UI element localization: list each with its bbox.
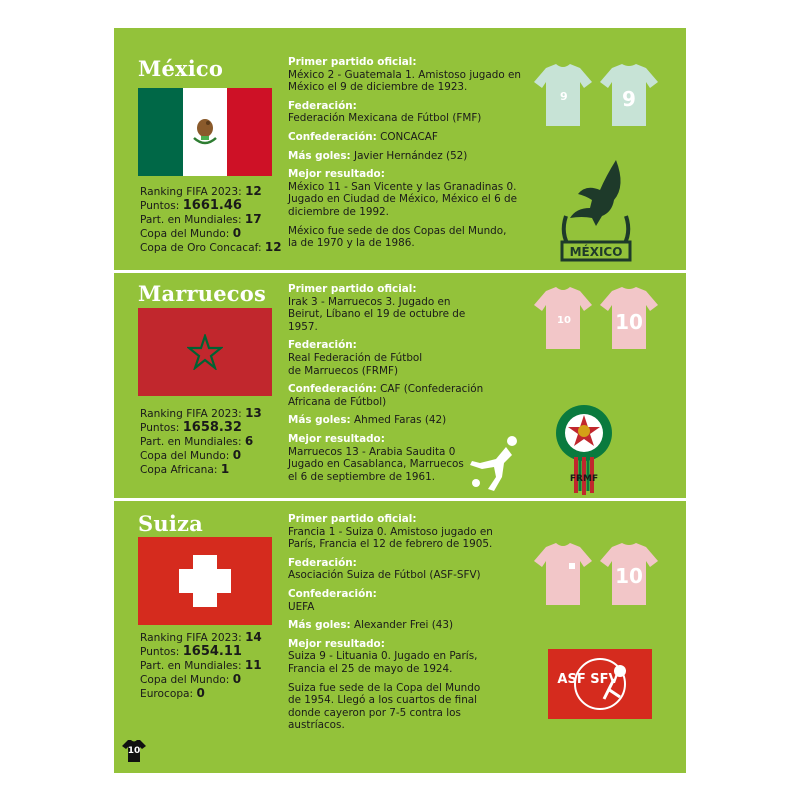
frmf-crest-icon bbox=[554, 401, 614, 497]
points-label: Puntos: bbox=[140, 200, 180, 212]
section-suiza bbox=[114, 501, 686, 773]
mundiales-value: 6 bbox=[244, 434, 254, 448]
extra-value: 0 bbox=[196, 686, 205, 700]
copa-label: Copa del Mundo: bbox=[140, 450, 230, 462]
copa-value: 0 bbox=[232, 672, 242, 686]
mas-goles-text: Alexander Frei (43) bbox=[354, 619, 454, 632]
ranking-value: 13 bbox=[245, 406, 262, 420]
jersey-marruecos bbox=[532, 287, 660, 353]
federacion-label: Federación: bbox=[288, 556, 357, 569]
copa-label: Copa del Mundo: bbox=[140, 674, 230, 686]
primer-partido-label: Primer partido oficial: bbox=[288, 513, 417, 525]
mundiales-label: Part. en Mundiales: bbox=[140, 436, 242, 448]
primer-partido-text: México 2 - Guatemala 1. Amistoso jugado en México el 9 de diciembre de 1923. bbox=[288, 68, 521, 94]
ranking-label: Ranking FIFA 2023: bbox=[140, 408, 242, 420]
nota-text: Suiza fue sede de la Copa del Mundo de 1954. Llegó a los cuartos de final donde cayeron por 7-5 contra los austríacos. bbox=[288, 681, 481, 732]
jersey-back-number: 10 bbox=[615, 310, 643, 334]
jersey-mexico bbox=[532, 64, 660, 130]
section-marruecos bbox=[114, 273, 686, 498]
mas-goles-text: Javier Hernández (52) bbox=[354, 149, 468, 162]
asf-sfv-crest bbox=[548, 649, 652, 719]
copa-value: 0 bbox=[232, 226, 242, 240]
extra-value: 12 bbox=[264, 240, 282, 254]
country-title: Marruecos bbox=[138, 281, 267, 306]
confederacion-label: Confederación: bbox=[288, 587, 377, 600]
stats-mexico bbox=[140, 185, 282, 255]
jersey-back-number: 9 bbox=[622, 87, 636, 111]
extra-label: Copa de Oro Concacaf: bbox=[140, 242, 262, 254]
stats-marruecos bbox=[140, 407, 262, 477]
copa-value: 0 bbox=[232, 448, 242, 462]
extra-label: Copa Africana: bbox=[140, 464, 218, 476]
mejor-resultado-text: México 11 - San Vicente y las Granadinas 0. Jugado en Ciudad de México, México el 6 de diciembre de 1992. bbox=[288, 180, 517, 218]
mejor-resultado-text: Suiza 9 - Lituania 0. Jugado en París, Francia el 25 de mayo de 1924. bbox=[288, 650, 478, 675]
mundiales-label: Part. en Mundiales: bbox=[140, 214, 242, 226]
asf-crest-icon bbox=[548, 649, 652, 719]
confederacion-text: UEFA bbox=[288, 600, 315, 613]
primer-partido-text: Irak 3 - Marruecos 3. Jugado en Beirut, Líbano el 19 de octubre de 1957. bbox=[288, 295, 466, 333]
confederacion-text: CAF (Confederación Africana de Fútbol) bbox=[288, 383, 484, 408]
page-number-badge bbox=[122, 740, 146, 762]
points-label: Puntos: bbox=[140, 646, 180, 658]
crest-text: FRMF bbox=[569, 474, 599, 484]
federacion-label: Federación: bbox=[288, 99, 357, 112]
federacion-label: Federación: bbox=[288, 339, 357, 352]
mas-goles-text: Ahmed Faras (42) bbox=[354, 414, 447, 427]
jersey-front-number: 9 bbox=[560, 90, 568, 103]
ranking-label: Ranking FIFA 2023: bbox=[140, 632, 242, 644]
points-label: Puntos: bbox=[140, 422, 180, 434]
points-value: 1658.32 bbox=[182, 420, 242, 435]
points-value: 1661.46 bbox=[182, 198, 242, 213]
mundiales-value: 11 bbox=[244, 658, 262, 672]
jersey-back-number: 10 bbox=[615, 564, 643, 588]
page bbox=[114, 28, 686, 773]
stats-suiza bbox=[140, 631, 262, 701]
extra-value: 1 bbox=[220, 462, 230, 476]
mejor-resultado-label: Mejor resultado: bbox=[288, 432, 385, 445]
mas-goles-label: Más goles: bbox=[288, 619, 351, 632]
jersey-suiza bbox=[532, 543, 660, 609]
page-number: 10 bbox=[127, 746, 141, 756]
mejor-resultado-text: Marruecos 13 - Arabia Saudita 0 Jugado en Casablanca, Marruecos el 6 de septiembre de 1961. bbox=[288, 445, 464, 483]
mejor-resultado-label: Mejor resultado: bbox=[288, 168, 385, 181]
extra-label: Eurocopa: bbox=[140, 688, 194, 700]
federacion-text: Real Federación de Fútbol de Marruecos (FRMF) bbox=[288, 351, 423, 377]
info-suiza bbox=[288, 513, 528, 738]
flag-marruecos bbox=[138, 308, 272, 396]
mundiales-value: 17 bbox=[244, 212, 262, 226]
federacion-text: Federación Mexicana de Fútbol (FMF) bbox=[288, 112, 482, 125]
primer-partido-text: Francia 1 - Suiza 0. Amistoso jugado en París, Francia el 12 de febrero de 1905. bbox=[288, 525, 493, 551]
mas-goles-label: Más goles: bbox=[288, 149, 351, 162]
country-title: México bbox=[138, 56, 224, 81]
copa-label: Copa del Mundo: bbox=[140, 228, 230, 240]
flag-mexico bbox=[138, 88, 272, 176]
confederacion-text: CONCACAF bbox=[380, 130, 438, 143]
eagle-emblem-icon bbox=[190, 114, 220, 150]
flag-suiza bbox=[138, 537, 272, 625]
ranking-label: Ranking FIFA 2023: bbox=[140, 186, 242, 198]
ranking-value: 14 bbox=[245, 630, 262, 644]
primer-partido-label: Primer partido oficial: bbox=[288, 56, 417, 68]
ranking-value: 12 bbox=[245, 184, 262, 198]
country-title: Suiza bbox=[138, 511, 203, 536]
mundiales-label: Part. en Mundiales: bbox=[140, 660, 242, 672]
fmf-crest-icon bbox=[556, 156, 636, 264]
mejor-resultado-label: Mejor resultado: bbox=[288, 637, 385, 650]
crest-text: ASF SFV bbox=[557, 672, 619, 687]
points-value: 1654.11 bbox=[182, 644, 242, 659]
star-emblem-icon bbox=[187, 334, 223, 370]
confederacion-label: Confederación: bbox=[288, 383, 377, 396]
jersey-front-number: 10 bbox=[557, 315, 571, 326]
nota-text: México fue sede de dos Copas del Mundo, la de 1970 y la de 1986. bbox=[288, 224, 507, 250]
mas-goles-label: Más goles: bbox=[288, 414, 351, 427]
primer-partido-label: Primer partido oficial: bbox=[288, 283, 417, 295]
confederacion-label: Confederación: bbox=[288, 130, 377, 143]
federacion-text: Asociación Suiza de Fútbol (ASF-SFV) bbox=[288, 569, 481, 582]
section-mexico bbox=[114, 28, 686, 270]
info-mexico bbox=[288, 56, 528, 256]
crest-text: MÉXICO bbox=[569, 245, 623, 259]
player-kick-icon bbox=[466, 433, 526, 491]
